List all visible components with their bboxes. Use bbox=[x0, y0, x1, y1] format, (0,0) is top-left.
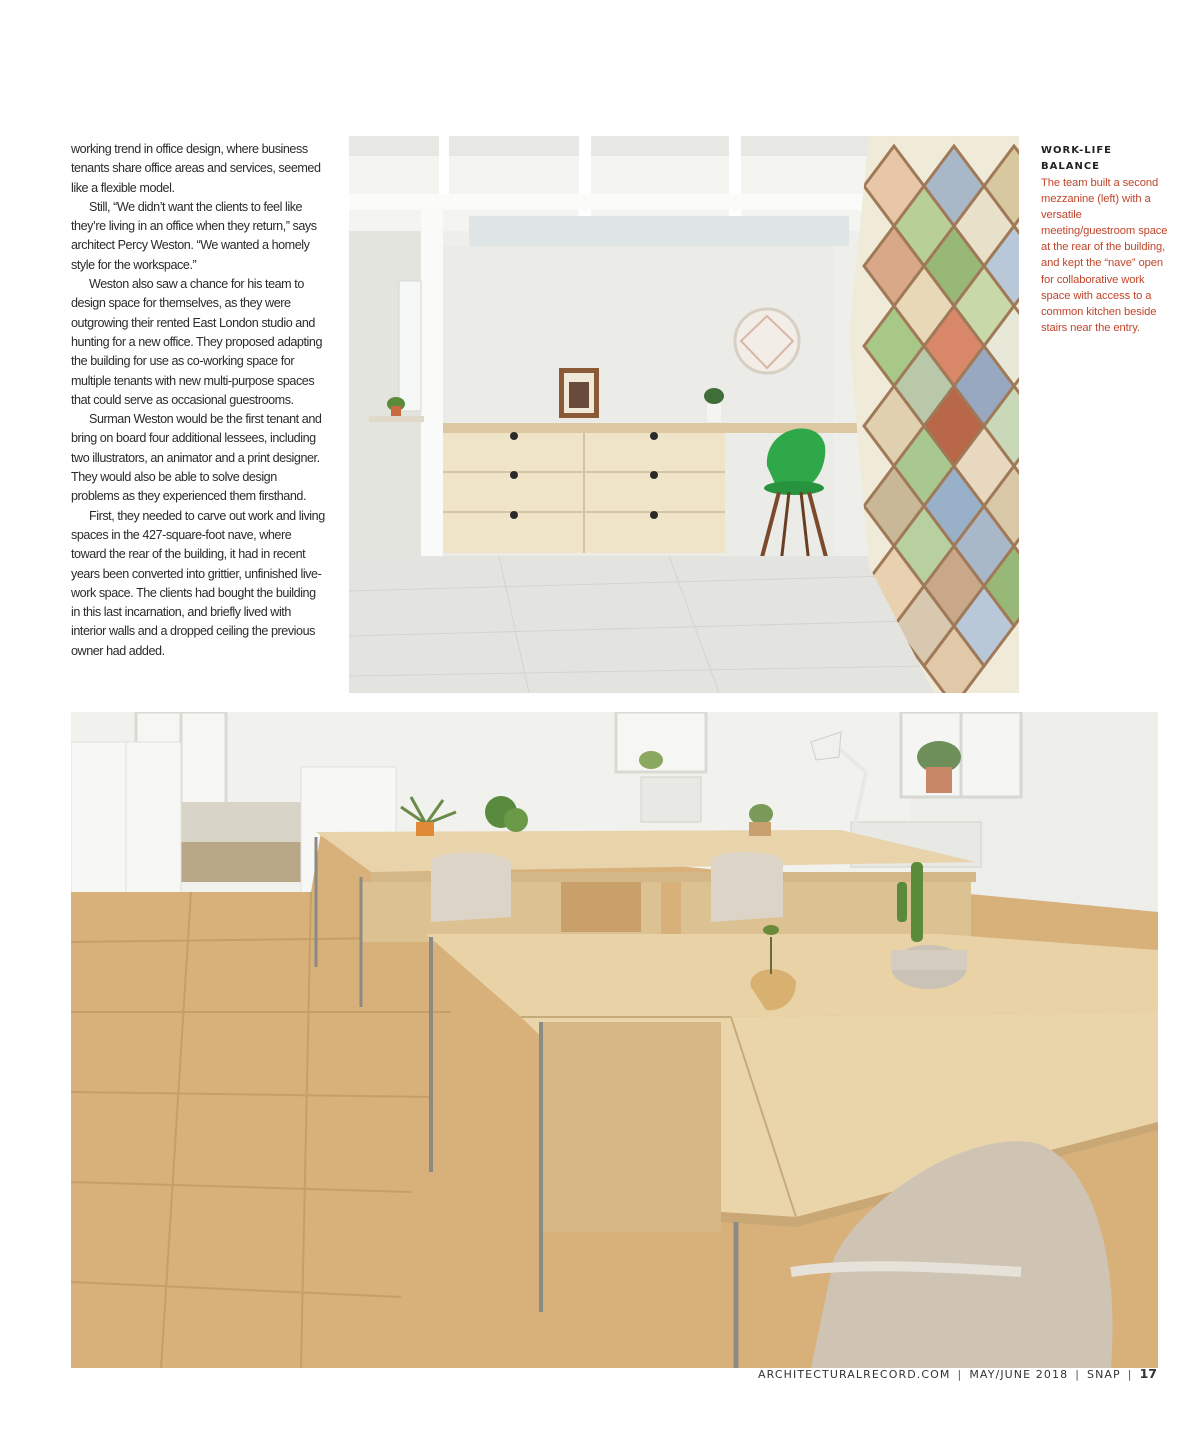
footer-issue: MAY/JUNE 2018 bbox=[969, 1368, 1069, 1381]
caption-title-line: BALANCE bbox=[1041, 161, 1101, 172]
article-body bbox=[71, 140, 327, 661]
article-paragraph: Still, “We didn’t want the clients to feel like they’re living in an office when they return,” says architect Percy Weston. “We wanted a homely style for the workspace.” bbox=[71, 199, 317, 272]
footer-section: SNAP bbox=[1087, 1368, 1121, 1381]
article-paragraph: Weston also saw a chance for his team to design space for themselves, as they were outgrowing their rented East London studio and hunting for a new office. They proposed adapting the building for use as co-working space for multiple tenants with new multi-purpose spaces that could serve as occasional guestrooms. bbox=[71, 277, 322, 407]
page-footer bbox=[758, 1366, 1157, 1381]
page-number: 17 bbox=[1139, 1366, 1157, 1381]
mezzanine-photo bbox=[349, 136, 1019, 693]
caption-title-line: WORK-LIFE bbox=[1041, 145, 1113, 156]
photo-caption bbox=[1041, 143, 1173, 336]
article-paragraph: First, they needed to carve out work and living spaces in the 427-square-foot nave, where toward the rear of the building, it had in recent years been converted into grittier, unfinished live-work space. The clients had bought the building in this last incarnation, and briefly lived with interior walls and a dropped ceiling the previous owner had added. bbox=[71, 508, 325, 658]
article-paragraph: working trend in office design, where business tenants share office areas and services, seemed like a flexible model. bbox=[71, 142, 321, 195]
nave-workspace-illustration bbox=[71, 712, 1158, 1368]
footer-separator: | bbox=[1127, 1368, 1133, 1381]
footer-separator: | bbox=[1075, 1368, 1080, 1381]
caption-body: The team built a second mezzanine (left) with a versatile meeting/guestroom space at the rear of the building, and kept the “nave” open for collaborative work space with access to a common kitchen beside stairs near the entry. bbox=[1041, 177, 1168, 334]
nave-workspace-photo bbox=[71, 712, 1158, 1368]
footer-site-link[interactable]: ARCHITECTURALRECORD.COM bbox=[758, 1368, 951, 1381]
article-paragraph: Surman Weston would be the first tenant and bring on board four additional lessees, including two illustrators, an animator and a print designer. They would also be able to solve design problems as they experienced them firsthand. bbox=[71, 412, 322, 504]
footer-separator: | bbox=[957, 1368, 963, 1381]
mezzanine-photo-illustration bbox=[349, 136, 1019, 693]
